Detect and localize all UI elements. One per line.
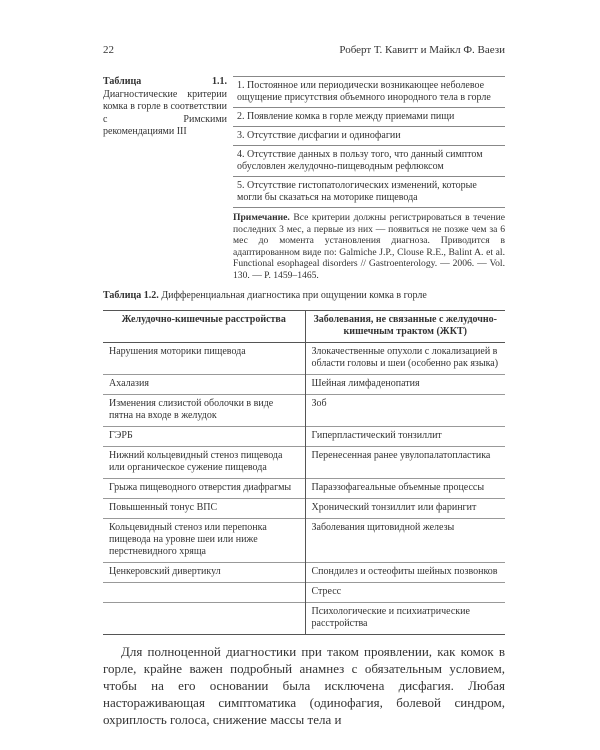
cell: ГЭРБ (103, 426, 305, 446)
column-header: Желудочно-кишечные расстройства (103, 310, 305, 342)
table-row (103, 582, 505, 602)
table1-row: 4. Отсутствие данных в пользу того, что данный симптом обусловлен желудочно-пищеводным рефлюксом (233, 145, 505, 176)
cell: Шейная лимфаденопатия (305, 374, 505, 394)
table-row (103, 394, 505, 426)
table-row (103, 478, 505, 498)
table-row (103, 446, 505, 478)
table-row (103, 426, 505, 446)
page-number: 22 (103, 44, 114, 56)
table2-caption (103, 290, 505, 302)
cell: Повышенный тонус ВПС (103, 498, 305, 518)
cell: Параэзофагеальные объемные процессы (305, 478, 505, 498)
table1-column (233, 76, 505, 282)
column-header: Заболевания, не связанные с желудочно-кишечным трактом (ЖКТ) (305, 310, 505, 342)
cell: Ахалазия (103, 374, 305, 394)
cell: Перенесенная ранее увулопалатопластика (305, 446, 505, 478)
table1-label: Таблица 1.1. (103, 76, 227, 87)
running-header (103, 44, 505, 57)
table1-row: 2. Появление комка в горле между приемами пищи (233, 107, 505, 126)
table1-note (233, 212, 505, 282)
table-header-row (103, 310, 505, 342)
body-paragraph: Для полноценной диагностики при таком проявлении, как комок в горле, крайне важен подробный анамнез с обязательным условием, чтобы на его основании была исключена дисфагия. Любая настораживающая симптоматика (одинофагия, болевой синдром, охриплость голоса, снижение массы тела и (103, 643, 505, 727)
table1 (233, 76, 505, 208)
table1-caption (103, 76, 227, 139)
table1-row: 5. Отсутствие гистопатологических изменений, которые могли бы сказаться на моторике пищевода (233, 176, 505, 208)
cell: Зоб (305, 394, 505, 426)
cell: Нарушения моторики пищевода (103, 342, 305, 374)
cell: Хронический тонзиллит или фарингит (305, 498, 505, 518)
table-row (103, 342, 505, 374)
note-text: Все критерии должны регистрироваться в течение последних 3 мес, а первые из них — появиться не позже чем за 6 мес до момента установления диагноза. Приводится в адаптированном виде по: Galmiche J.P., Clouse R.E., Balint A. et al. Functional esophageal disorders // Gastroenterology. — 2006. — Vol. 130. — P. 1459–1465. (233, 212, 505, 281)
table1-section (103, 76, 505, 282)
table2 (103, 310, 505, 635)
cell: Психологические и психиатрические расстройства (305, 602, 505, 634)
table1-row: 3. Отсутствие дисфагии и одинофагии (233, 126, 505, 145)
table2-label: Таблица 1.2. (103, 289, 159, 301)
cell: Грыжа пищеводного отверстия диафрагмы (103, 478, 305, 498)
cell (103, 602, 305, 634)
note-label: Примечание. (233, 212, 290, 223)
cell: Нижний кольцевидный стеноз пищевода или органическое сужение пищевода (103, 446, 305, 478)
table-row (103, 498, 505, 518)
table-row (103, 562, 505, 582)
cell: Гиперпластический тонзиллит (305, 426, 505, 446)
table-row (103, 374, 505, 394)
table-row (103, 602, 505, 634)
running-header-authors: Роберт Т. Кавитт и Майкл Ф. Ваези (339, 44, 505, 56)
cell: Злокачественные опухоли с локализацией в области головы и шеи (особенно рак языка) (305, 342, 505, 374)
cell (103, 582, 305, 602)
cell: Стресс (305, 582, 505, 602)
cell: Кольцевидный стеноз или перепонка пищевода на уровне шеи или ниже перстневидного хряща (103, 518, 305, 562)
table1-row: 1. Постоянное или периодически возникающее неболевое ощущение присутствия объемного инородного тела в горле (233, 76, 505, 107)
cell: Изменения слизистой оболочки в виде пятна на входе в желудок (103, 394, 305, 426)
cell: Спондилез и остеофиты шейных позвонков (305, 562, 505, 582)
table1-caption-text: Диагностические критерии комка в горле в соответствии с Римскими рекомендациями III (103, 88, 227, 137)
table-row (103, 518, 505, 562)
table2-caption-text: Дифференциальная диагностика при ощущении комка в горле (158, 289, 427, 301)
cell: Заболевания щитовидной железы (305, 518, 505, 562)
cell: Ценкеровский дивертикул (103, 562, 305, 582)
